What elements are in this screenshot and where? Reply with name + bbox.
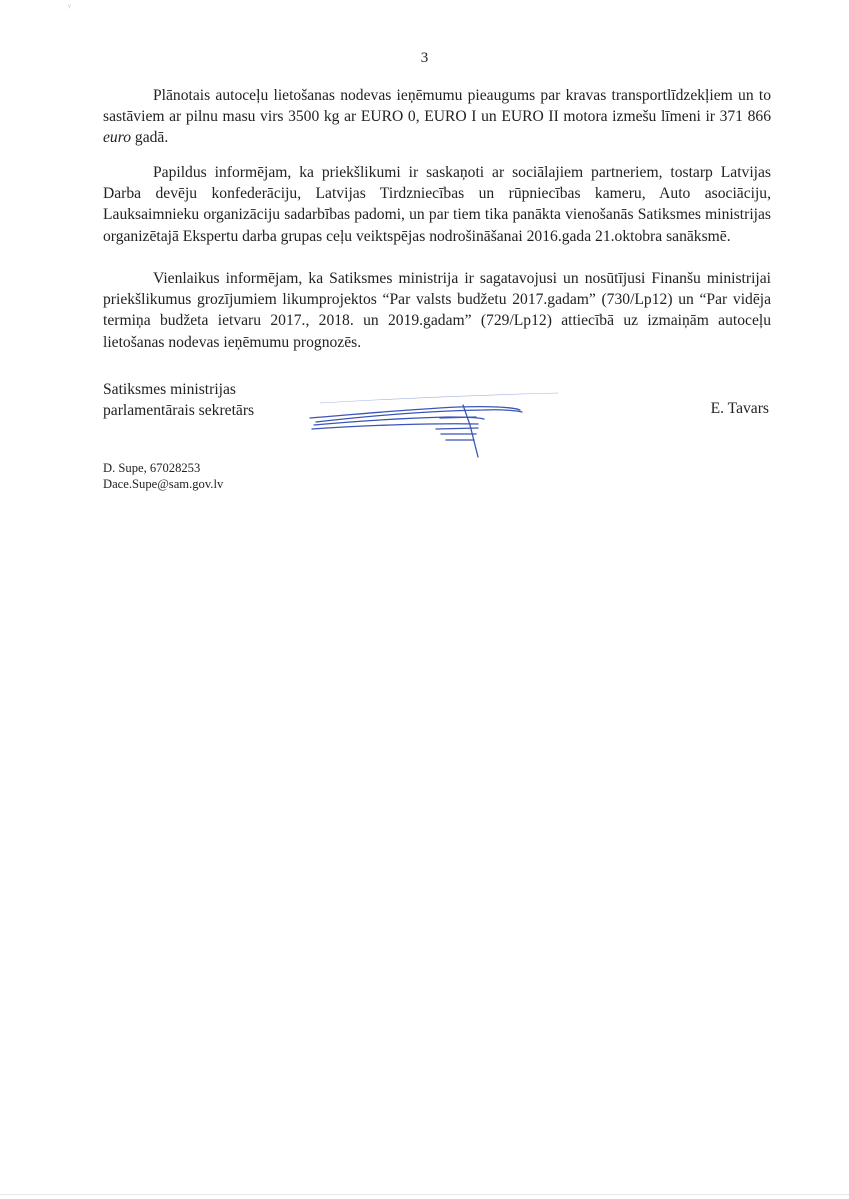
paragraph-2-text: Papildus informējam, ka priekšlikumi ir saskaņoti ar sociālajiem partneriem, tostarp Latvijas Darba devēju konfederāciju, Latvijas Tirdzniecības un rūpniecības kameru, Auto asociāciju, Lauksaimnieku organizāciju sadarbības padomi, un par tiem tika panākta vienošanās Satiksmes ministrijas organizētajā Ekspertu darba grupas ceļu veiktspējas nodrošināšanai 2016.gada 21.oktobra sanāksmē. bbox=[103, 164, 771, 245]
paragraph-1-text: Plānotais autoceļu lietošanas nodevas ieņēmumu pieaugums par kravas transportlīdzekļiem un to sastāviem ar pilnu masu virs 3500 kg ar EURO 0, EURO I un EURO II motora izmešu līmeni ir 371 866 bbox=[103, 87, 771, 126]
scan-corner-mark: ᵞ bbox=[68, 2, 71, 13]
signer-name: E. Tavars bbox=[710, 400, 769, 417]
paragraph-1-tail: gadā. bbox=[131, 129, 169, 147]
signatory-title-line2: parlamentārais sekretārs bbox=[103, 402, 255, 420]
contact-info bbox=[103, 460, 223, 492]
page-number: 3 bbox=[420, 50, 429, 66]
signatory-title bbox=[103, 379, 254, 421]
paragraph-budget-proposals bbox=[103, 268, 771, 353]
paragraph-revenue-growth bbox=[103, 85, 771, 149]
contact-email: Dace.Supe@sam.gov.lv bbox=[103, 477, 224, 491]
signatory-title-line1: Satiksmes ministrijas bbox=[103, 381, 236, 398]
contact-name-phone: D. Supe, 67028253 bbox=[103, 461, 201, 475]
paragraph-social-partners bbox=[103, 162, 771, 247]
paragraph-3-text: Vienlaikus informējam, ka Satiksmes ministrija ir sagatavojusi un nosūtījusi Finanšu ministrijai priekšlikumus grozījumiem likumprojektos “Par valsts budžetu 2017.gadam” (730/Lp12) un “Par vidēja termiņa budžeta ietvaru 2017., 2018. un 2019.gadam” (729/Lp12) attiecībā uz izmaiņām autoceļu lietošanas nodevas ieņēmumu prognozēs. bbox=[103, 270, 771, 351]
handwritten-signature bbox=[308, 385, 568, 465]
paragraph-1-emphasis: euro bbox=[103, 129, 132, 147]
scan-edge-line bbox=[0, 1194, 849, 1195]
